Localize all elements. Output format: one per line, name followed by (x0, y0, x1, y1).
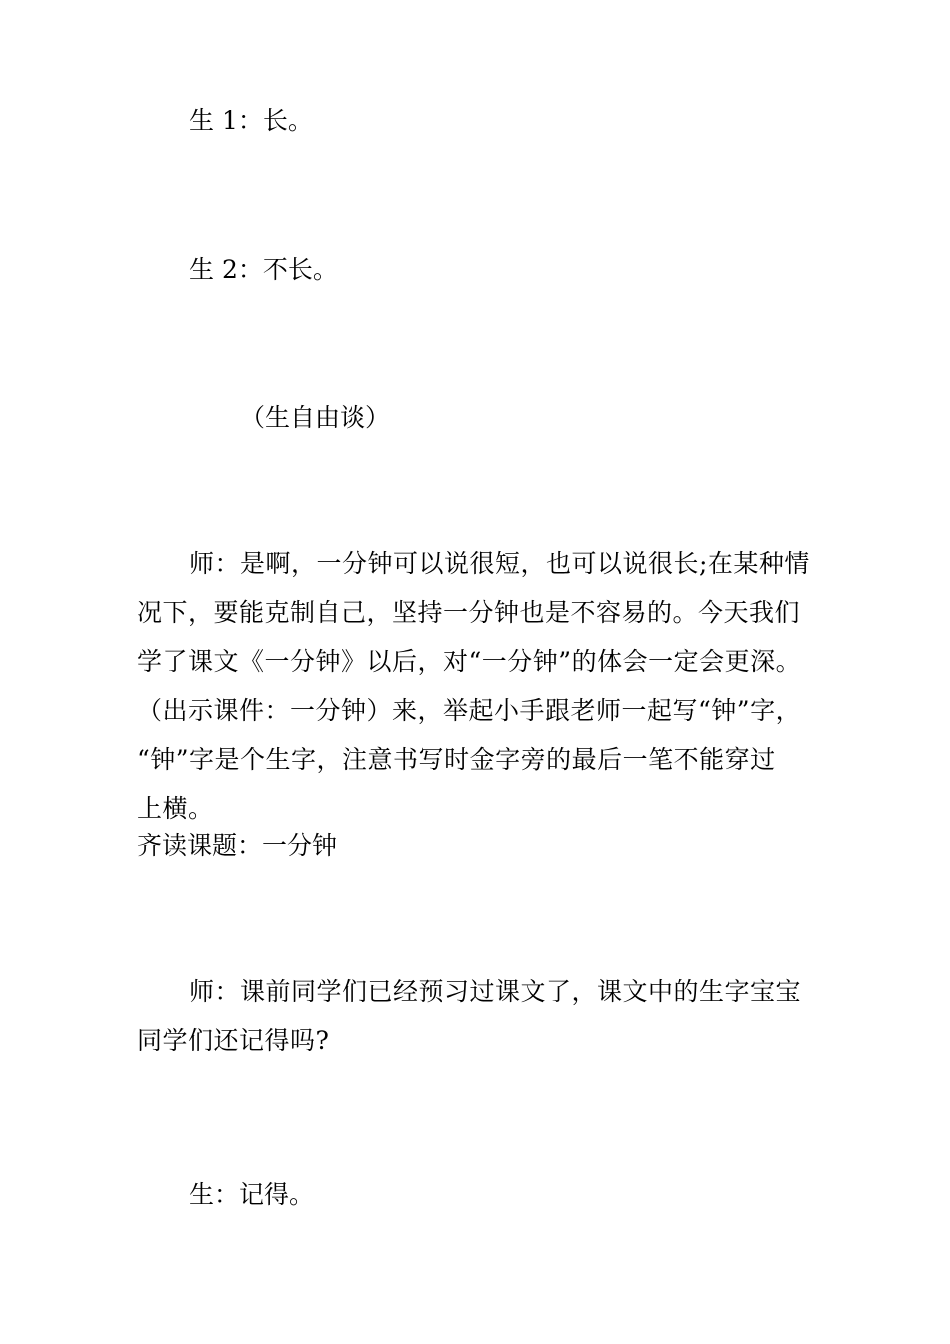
paragraph-read-title: 齐读课题：一分钟 (137, 831, 338, 860)
text-line: “钟”字是个生字，注意书写时金字旁的最后一笔不能穿过 (137, 745, 776, 774)
paragraph-free-talk: （生自由谈） (240, 403, 391, 432)
text-line: 学了课文《一分钟》以后，对“一分钟”的体会一定会更深。 (137, 647, 802, 676)
text-line: 师：是啊，一分钟可以说很短，也可以说很长;在某种情 (189, 549, 810, 578)
text-line: 师：课前同学们已经预习过课文了，课文中的生字宝宝 (189, 977, 802, 1006)
text-line: 上横。 (137, 794, 214, 823)
text-line: （出示课件：一分钟）来，举起小手跟老师一起写“钟”字， (137, 696, 802, 725)
paragraph-student1: 生 1：长。 (189, 106, 313, 135)
paragraph-student-answer: 生：记得。 (189, 1180, 315, 1209)
text-line: 况下，要能克制自己，坚持一分钟也是不容易的。今天我们 (137, 598, 801, 627)
paragraph-teacher-question (137, 967, 817, 1065)
paragraph-student2: 生 2：不长。 (189, 255, 338, 284)
text-line: 同学们还记得吗? (137, 1026, 330, 1055)
paragraph-teacher-intro (137, 539, 817, 833)
